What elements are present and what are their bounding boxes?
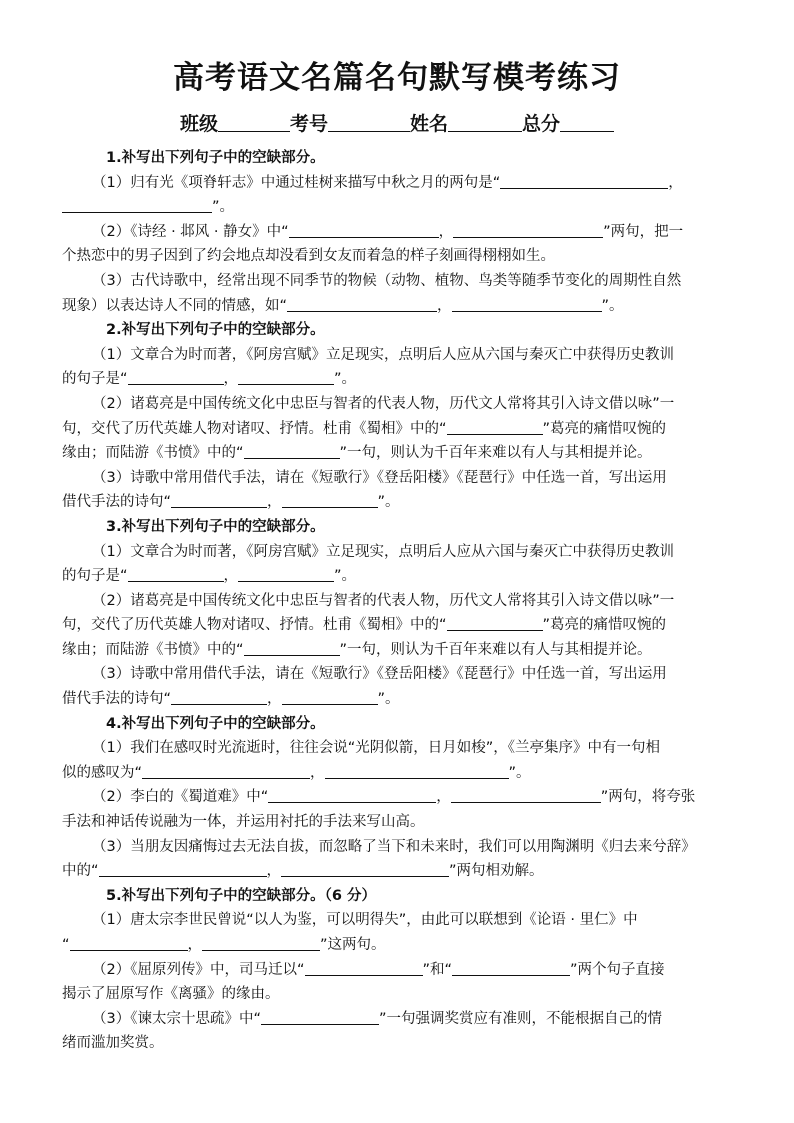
q1-item-2: （2）《诗经 · 邶风 · 静女》中“ ， ”两句，把一 <box>62 220 734 245</box>
answer-blank[interactable] <box>238 565 334 582</box>
class-blank[interactable] <box>218 111 290 132</box>
answer-blank[interactable] <box>453 221 603 238</box>
question-5-heading: 5.补写出下列句子中的空缺部分。（6 分） <box>106 887 376 904</box>
question-3-heading: 3.补写出下列句子中的空缺部分。 <box>106 518 325 535</box>
q3-item-1-cont: 的句子是“ ， ”。 <box>62 564 734 589</box>
answer-blank[interactable] <box>70 934 188 951</box>
exam-no-label: 考号 <box>289 113 328 135</box>
question-2-heading: 2.补写出下列句子中的空缺部分。 <box>106 322 325 339</box>
answer-blank[interactable] <box>451 786 601 803</box>
page-title: 高考语文名篇名句默写模考练习 <box>173 60 621 96</box>
name-blank[interactable] <box>448 111 522 132</box>
q5-item-3-cont: 绪而滥加奖赏。 <box>62 1035 164 1052</box>
answer-blank[interactable] <box>452 295 602 312</box>
q2-item-2-cont: 句，交代了历代英雄人物对诸叹、抒情。杜甫《蜀相》中的“ ”葛亮的痛惜叹惋的 <box>62 417 734 442</box>
q3-item-2-cont2: 缘由；而陆游《书愤》中的“ ”一句，则认为千百年来难以有人与其相提并论。 <box>62 638 734 663</box>
answer-blank[interactable] <box>244 442 340 459</box>
q1-item-3: （3）古代诗歌中，经常出现不同季节的物候（动物、植物、鸟类等随季节变化的周期性自然 <box>92 272 682 289</box>
answer-blank[interactable] <box>452 959 570 976</box>
q2-item-2: （2）诸葛亮是中国传统文化中忠臣与智者的代表人物，历代文人常将其引入诗文借以咏”一 <box>92 395 675 412</box>
answer-blank[interactable] <box>62 196 212 213</box>
q5-item-1-cont: “ ， ”这两句。 <box>62 933 734 958</box>
q4-item-2: （2）李白的《蜀道难》中“ ， ”两句，将夸张 <box>62 785 734 810</box>
q5-item-3: （3）《谏太宗十思疏》中“ ”一句强调奖赏应有准则，不能根据自己的情 <box>62 1007 734 1032</box>
q5-item-1: （1）唐太宗李世民曾说“以人为鉴，可以明得失”，由此可以联想到《论语 · 里仁》中 <box>92 912 638 929</box>
q3-item-2-cont: 句，交代了历代英雄人物对诸叹、抒情。杜甫《蜀相》中的“ ”葛亮的痛惜叹惋的 <box>62 613 734 638</box>
answer-blank[interactable] <box>282 491 378 508</box>
answer-blank[interactable] <box>281 860 449 877</box>
q2-item-1: （1）文章合为时而著，《阿房宫赋》立足现实，点明后人应从六国与秦灭亡中获得历史教训 <box>92 346 674 363</box>
answer-blank[interactable] <box>261 1008 379 1025</box>
answer-blank[interactable] <box>305 959 423 976</box>
answer-blank[interactable] <box>447 418 543 435</box>
answer-blank[interactable] <box>128 565 224 582</box>
q4-item-3-cont: 中的“ ， ”两句相劝解。 <box>62 859 734 884</box>
q2-item-3-cont: 借代手法的诗句“ ， ”。 <box>62 490 734 515</box>
answer-blank[interactable] <box>238 368 334 385</box>
q2-item-3: （3）诗歌中常用借代手法，请在《短歌行》《登岳阳楼》《琵琶行》中任选一首，写出运用 <box>92 469 667 486</box>
answer-blank[interactable] <box>287 295 437 312</box>
exam-no-blank[interactable] <box>328 111 410 132</box>
question-1-heading: 1.补写出下列句子中的空缺部分。 <box>106 150 325 166</box>
answer-blank[interactable] <box>142 762 310 779</box>
q4-item-1-cont: 似的感叹为“ ， ”。 <box>62 761 734 786</box>
q1-item-1-cont: ”。 <box>62 195 734 220</box>
answer-blank[interactable] <box>325 762 509 779</box>
answer-blank[interactable] <box>202 934 320 951</box>
answer-blank[interactable] <box>268 786 436 803</box>
q4-item-2-cont: 手法和神话传说融为一体，并运用衬托的手法来写山高。 <box>62 814 425 831</box>
q5-item-2: （2）《屈原列传》中，司马迁以“ ”和“ ”两个句子直接 <box>62 958 734 983</box>
score-blank[interactable] <box>560 111 614 132</box>
q3-item-1: （1）文章合为时而著，《阿房宫赋》立足现实，点明后人应从六国与秦灭亡中获得历史教训 <box>92 543 674 560</box>
q3-item-3: （3）诗歌中常用借代手法，请在《短歌行》《登岳阳楼》《琵琶行》中任选一首，写出运用 <box>92 666 667 683</box>
student-info-line <box>0 110 794 138</box>
q1-item-2-cont: 个热恋中的男子因到了约会地点却没看到女友而着急的样子刻画得栩栩如生。 <box>62 248 555 265</box>
answer-blank[interactable] <box>128 368 224 385</box>
q3-item-2: （2）诸葛亮是中国传统文化中忠臣与智者的代表人物，历代文人常将其引入诗文借以咏”一 <box>92 592 675 609</box>
answer-blank[interactable] <box>99 860 267 877</box>
q4-item-3: （3）当朋友因痛悔过去无法自拔，而忽略了当下和未来时，我们可以用陶渊明《归去来兮辞》 <box>92 838 696 855</box>
answer-blank[interactable] <box>171 688 267 705</box>
name-label: 姓名 <box>410 113 449 135</box>
class-label: 班级 <box>179 113 218 135</box>
questions <box>62 146 734 1056</box>
q3-item-3-cont: 借代手法的诗句“ ， ”。 <box>62 687 734 712</box>
answer-blank[interactable] <box>171 491 267 508</box>
q1-item-3-cont: 现象）以表达诗人不同的情感，如“ ， ”。 <box>62 294 734 319</box>
q1-item-1: （1）归有光《项脊轩志》中通过桂树来描写中秋之月的两句是“ ， <box>62 171 734 196</box>
question-4-heading: 4.补写出下列句子中的空缺部分。 <box>106 715 325 732</box>
q5-item-2-cont: 揭示了屈原写作《离骚》的缘由。 <box>62 986 280 1003</box>
answer-blank[interactable] <box>447 614 543 631</box>
answer-blank[interactable] <box>282 688 378 705</box>
q4-item-1: （1）我们在感叹时光流逝时，往往会说“光阴似箭，日月如梭”，《兰亭集序》中有一句相 <box>92 740 660 757</box>
answer-blank[interactable] <box>289 221 439 238</box>
score-label: 总分 <box>522 113 561 135</box>
answer-blank[interactable] <box>500 172 668 189</box>
answer-blank[interactable] <box>244 639 340 656</box>
q2-item-1-cont: 的句子是“ ， ”。 <box>62 367 734 392</box>
q2-item-2-cont2: 缘由；而陆游《书愤》中的“ ”一句，则认为千百年来难以有人与其相提并论。 <box>62 441 734 466</box>
